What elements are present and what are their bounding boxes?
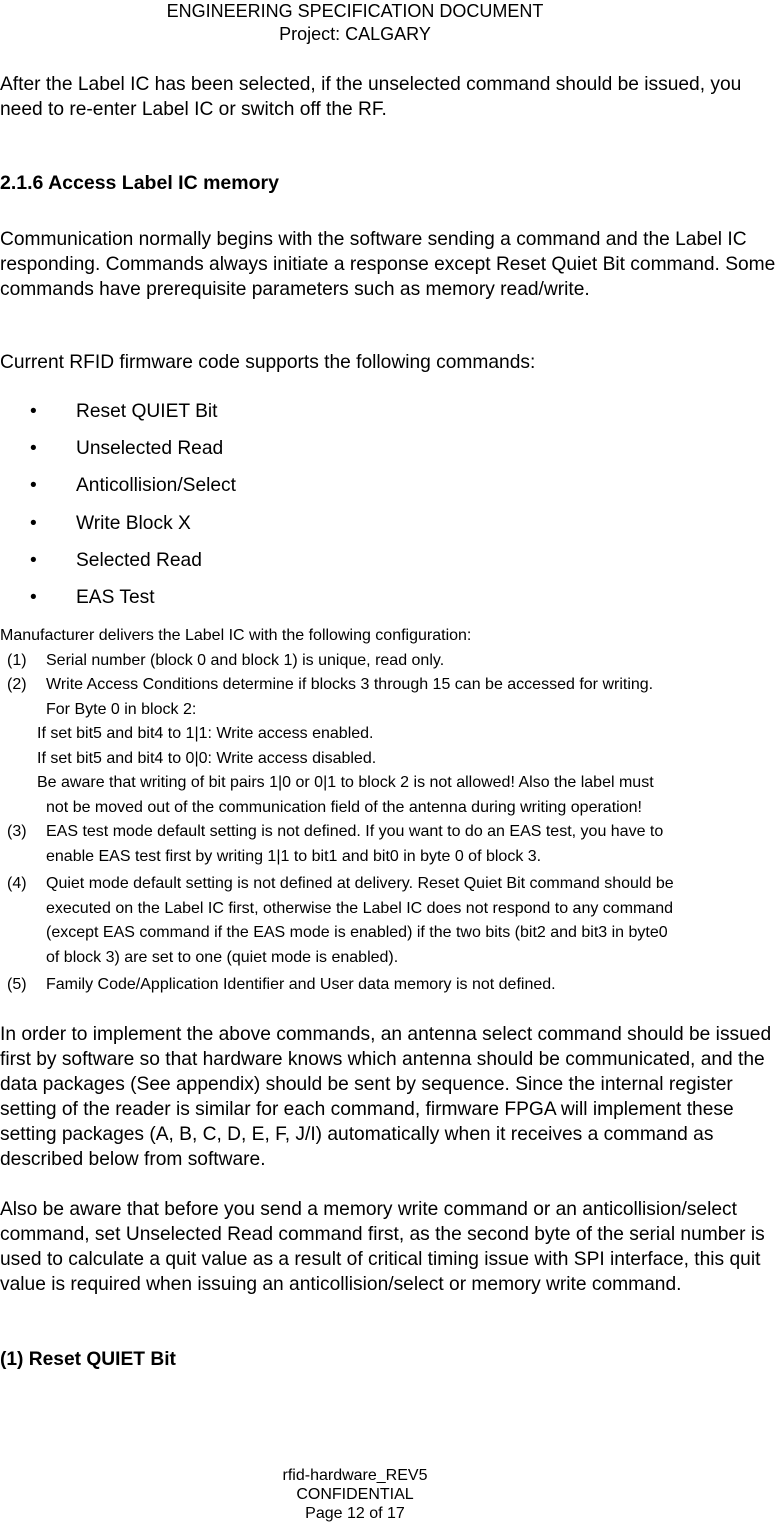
config-item-4-detail: of block 3) are set to one (quiet mode is enabled). [46,949,399,966]
config-item-4: Quiet mode default setting is not defined at delivery. Reset Quiet Bit command should be [46,875,674,892]
page-header [0,0,710,46]
command-label: Write Block X [76,512,191,534]
document-id: rfid-hardware_REV5 [282,1467,428,1484]
bullet-icon: • [30,512,37,534]
command-label: Anticollision/Select [76,475,236,497]
config-item-5: Family Code/Application Identifier and User data memory is not defined. [46,976,556,993]
page-footer [0,1466,710,1523]
config-item-2-detail: For Byte 0 in block 2: [46,701,197,718]
confidentiality-label: CONFIDENTIAL [296,1486,414,1503]
command-label: EAS Test [76,586,155,608]
config-item-2: Write Access Conditions determine if blocks 3 through 15 can be accessed for writing. [46,676,654,693]
implement-paragraph: In order to implement the above commands, an antenna select command should be issued first by software so that hardware knows which antenna should be communicated, and the data packages (See appendix) should be sent by sequence. Since the internal register setting of the reader is similar for each command, firmware FPGA will implement these setting packages (A, B, C, D, E, F, J/I) automatically when it receives a command as described below from software. [0,1024,772,1170]
command-label: Reset QUIET Bit [76,401,218,422]
subsection-heading: (1) Reset QUIET Bit [0,1349,176,1370]
communication-paragraph: Communication normally begins with the software sending a command and the Label IC responding. Commands always initiate a response except Reset Quiet Bit command. Some commands have prerequisite parameters such as memory read/write. [0,229,776,300]
bullet-icon: • [30,549,37,571]
config-item-number: (3) [7,823,27,840]
document-title: ENGINEERING SPECIFICATION DOCUMENT [166,1,544,21]
config-item-3: EAS test mode default setting is not defined. If you want to do an EAS test, you have to [46,823,664,840]
config-item-2-detail: Be aware that writing of bit pairs 1|0 or 0|1 to block 2 is not allowed! Also the label must [37,774,654,791]
intro-paragraph: After the Label IC has been selected, if the unselected command should be issued, you need to re-enter Label IC or switch off the RF. [0,74,742,120]
config-item-number: (5) [7,976,27,993]
section-title: Access Label IC memory [48,172,279,194]
config-item-number: (4) [7,875,27,892]
bullet-icon: • [30,475,37,497]
bullet-icon: • [30,401,37,422]
config-intro: Manufacturer delivers the Label IC with the following configuration: [0,627,472,644]
config-item-1: Serial number (block 0 and block 1) is unique, read only. [46,652,445,669]
project-name: Project: CALGARY [279,24,431,44]
config-item-number: (1) [7,652,27,669]
config-item-2-detail: If set bit5 and bit4 to 0|0: Write access disabled. [37,750,377,767]
config-item-2-detail: not be moved out of the communication field of the antenna during writing operation! [46,799,642,816]
bullet-icon: • [30,586,37,608]
aware-paragraph: Also be aware that before you send a memory write command or an anticollision/select command, set Unselected Read command first, as the second byte of the serial number is used to calculate a quit value as a result of critical timing issue with SPI interface, this quit value is required when issuing an anticollision/select or memory write command. [0,1199,765,1295]
page-number: Page 12 of 17 [305,1505,405,1522]
section-heading [0,172,279,195]
config-item-4-detail: (except EAS command if the EAS mode is enabled) if the two bits (bit2 and bit3 in byte0 [46,924,668,941]
supports-paragraph: Current RFID firmware code supports the following commands: [0,352,536,373]
config-item-2-detail: If set bit5 and bit4 to 1|1: Write access enabled. [37,725,374,742]
command-label: Unselected Read [76,438,224,460]
section-number: 2.1.6 [0,172,44,194]
config-item-4-detail: executed on the Label IC first, otherwise the Label IC does not respond to any command [46,900,674,917]
bullet-icon: • [30,438,37,460]
config-item-number: (2) [7,676,27,693]
command-label: Selected Read [76,549,202,571]
config-item-3-detail: enable EAS test first by writing 1|1 to bit1 and bit0 in byte 0 of block 3. [46,848,542,865]
